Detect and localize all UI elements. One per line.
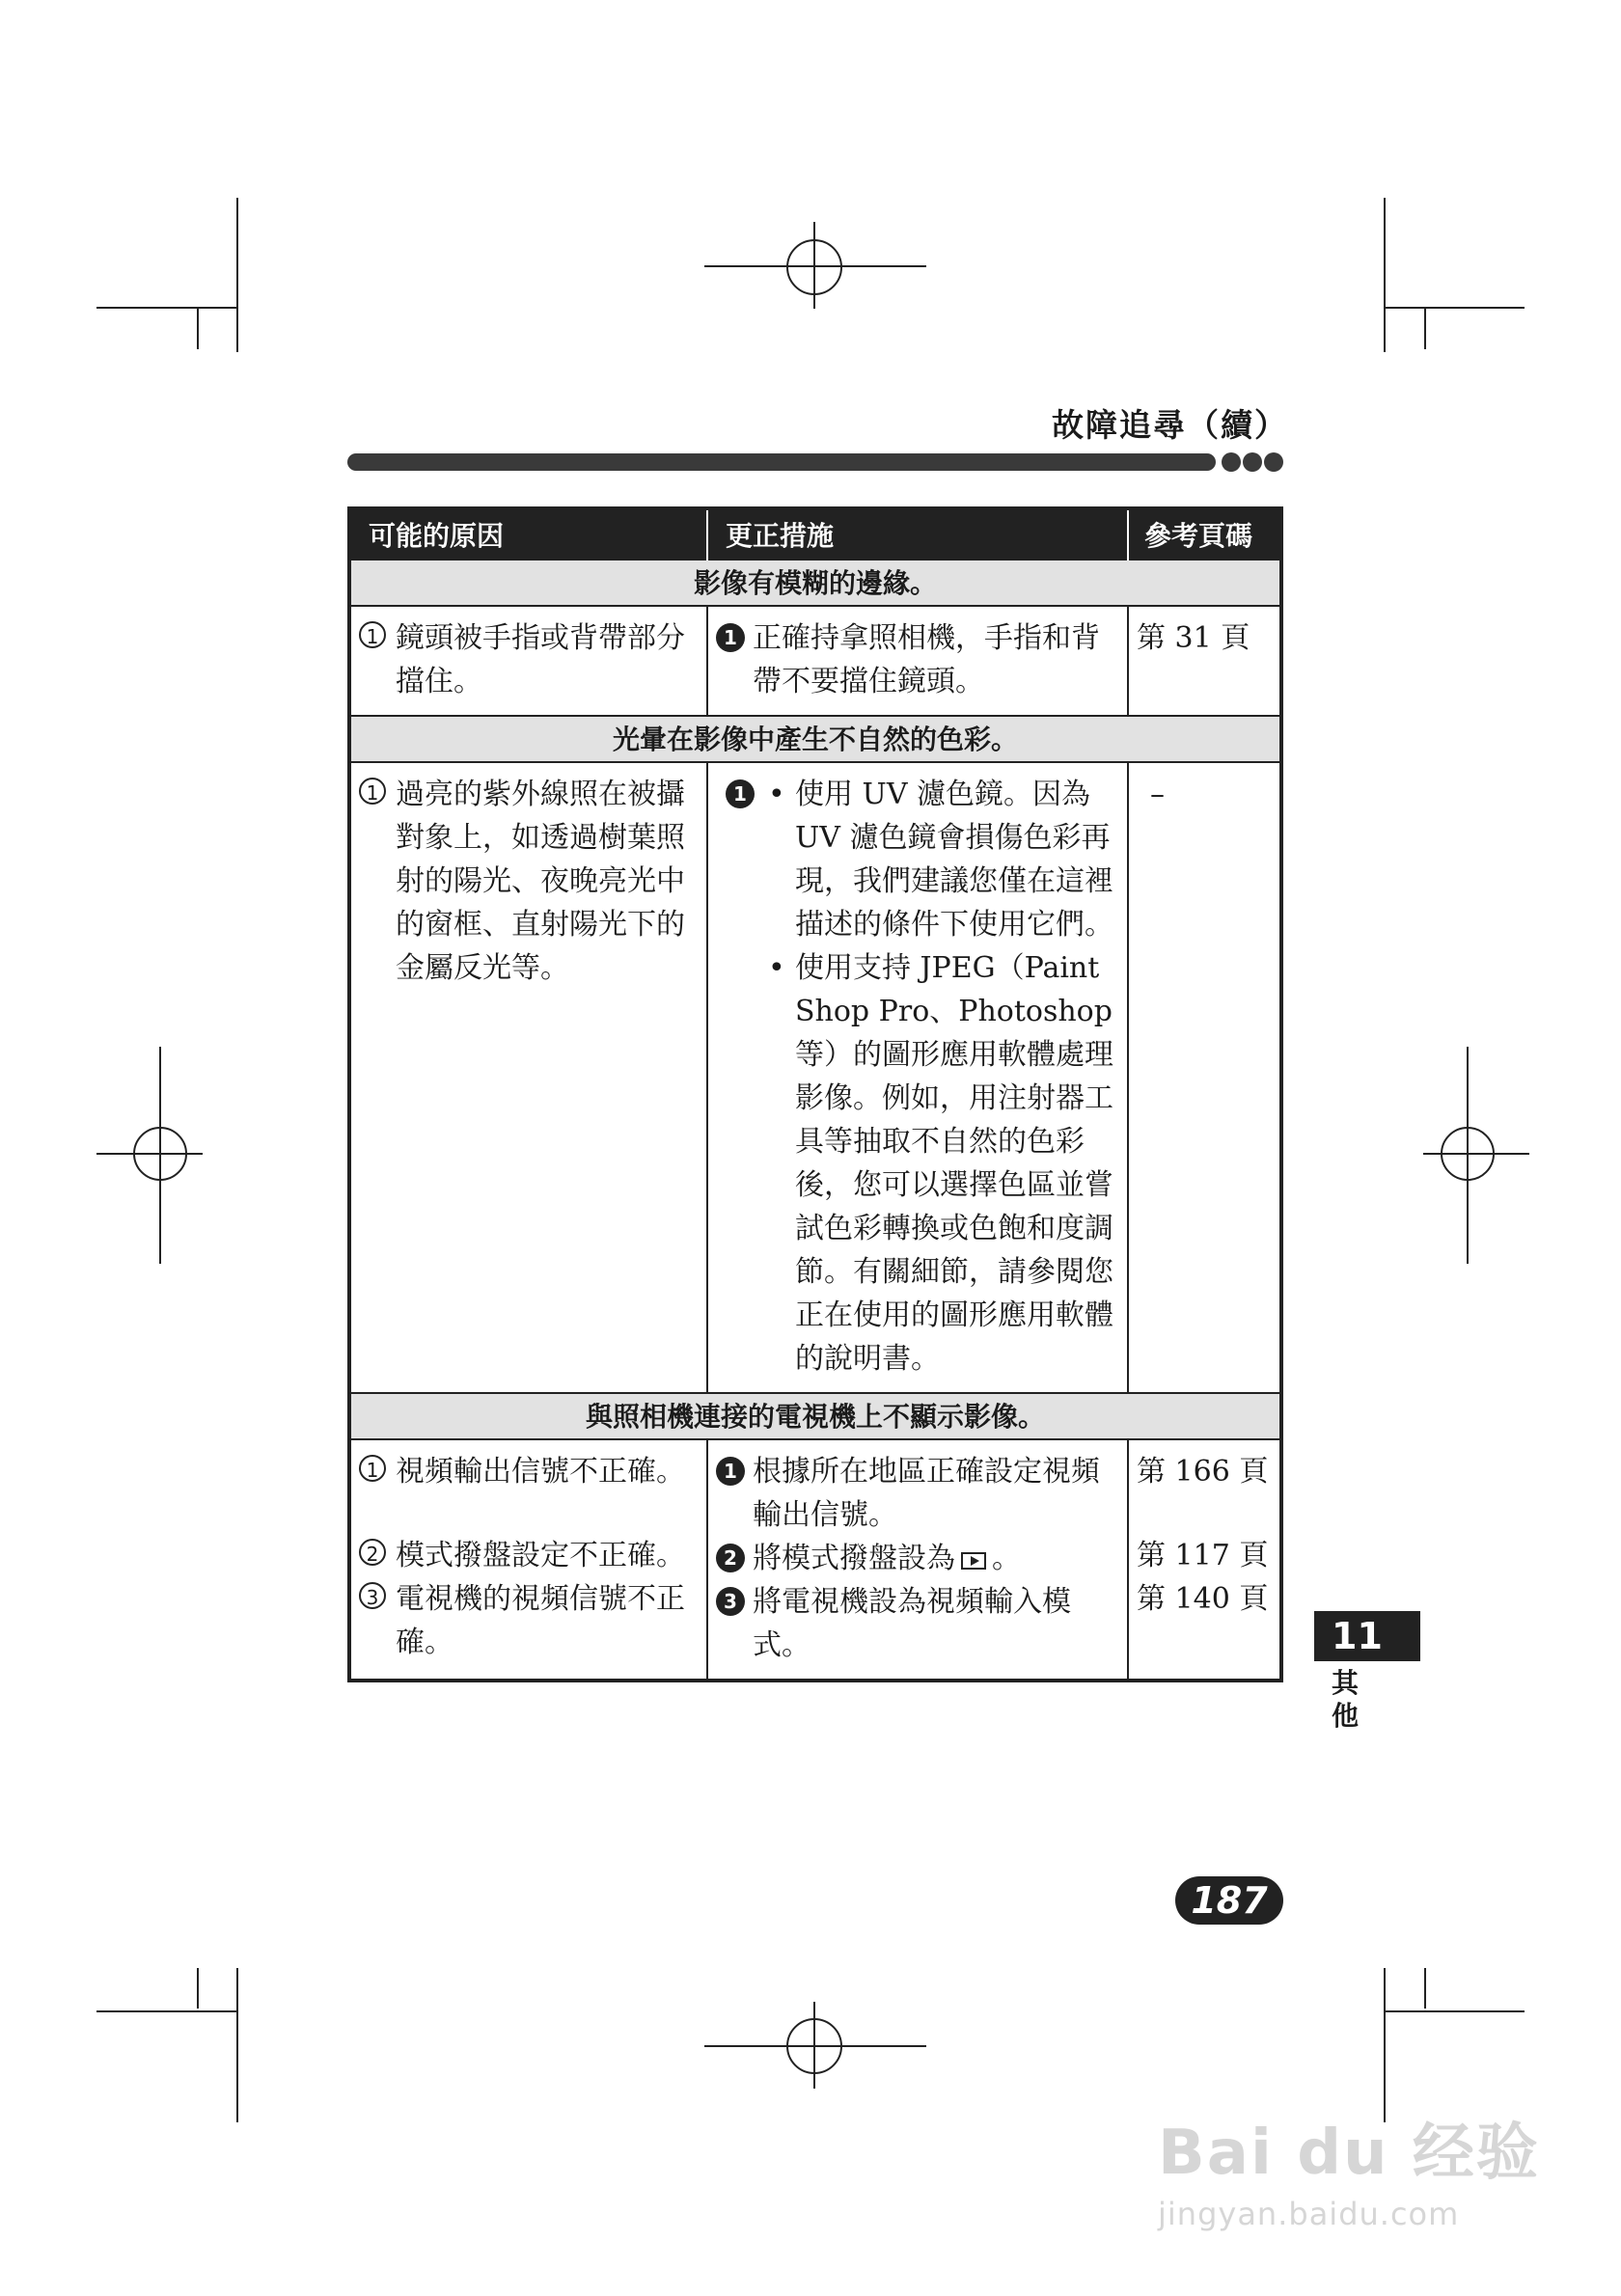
page-ref-cell xyxy=(1128,606,1281,716)
page-ref: 第 117 頁 xyxy=(1137,1539,1269,1572)
cause-cell xyxy=(349,606,707,716)
cause-item xyxy=(359,773,699,990)
remedy-bullet-text: 使用 UV 濾色鏡。因為 UV 濾色鏡會損傷色彩再現，我們建議您僅在這裡描述的條件下使用它們。 xyxy=(795,778,1113,942)
header-dot xyxy=(1222,452,1241,472)
page-ref: 第 166 頁 xyxy=(1137,1455,1269,1489)
cause-text: 模式撥盤設定不正確。 xyxy=(396,1539,685,1572)
page-ref-cell xyxy=(1128,1439,1281,1681)
chapter-number-tab: 11 xyxy=(1314,1611,1420,1661)
table-header-row xyxy=(349,508,1281,560)
cause-item xyxy=(359,1577,699,1664)
filled-number-icon: 3 xyxy=(716,1587,745,1616)
header-dot xyxy=(1243,452,1262,472)
section-heading: 影像有模糊的邊緣。 xyxy=(349,560,1281,606)
header-dot xyxy=(1264,452,1283,472)
column-header-cause: 可能的原因 xyxy=(349,508,707,560)
page-ref: – xyxy=(1150,778,1165,811)
circled-number-1: 1 xyxy=(359,1455,386,1482)
remedy-cell xyxy=(707,606,1128,716)
cause-item xyxy=(359,1450,699,1493)
remedy-item xyxy=(716,1580,1119,1667)
table-row xyxy=(349,762,1281,1393)
cause-text: 過亮的紫外線照在被攝對象上，如透過樹葉照射的陽光、夜晚亮光中的窗框、直射陽光下的金屬反光等。 xyxy=(396,778,685,985)
remedy-bullet xyxy=(768,946,1119,1380)
cause-text: 視頻輸出信號不正確。 xyxy=(396,1455,685,1489)
remedy-cell xyxy=(707,762,1128,1393)
section-heading-row xyxy=(349,560,1281,606)
circled-number-1: 1 xyxy=(359,778,386,805)
filled-number-icon: 1 xyxy=(726,779,755,808)
remedy-item xyxy=(716,1450,1119,1537)
cause-text: 鏡頭被手指或背帶部分擋住。 xyxy=(396,621,685,698)
playback-icon xyxy=(961,1552,986,1570)
remedy-item xyxy=(716,616,1119,703)
filled-number-icon: 2 xyxy=(716,1544,745,1572)
baidu-watermark xyxy=(1158,2103,1540,2232)
section-heading: 光暈在影像中產生不自然的色彩。 xyxy=(349,716,1281,762)
cause-text: 電視機的視頻信號不正確。 xyxy=(396,1582,685,1659)
circled-number-1: 1 xyxy=(359,621,386,648)
cause-item xyxy=(359,616,699,703)
table-row xyxy=(349,1439,1281,1681)
chapter-label: 其他 xyxy=(1332,1667,1360,1732)
watermark-url: jingyan.baidu.com xyxy=(1158,2196,1460,2232)
remedy-text: 將電視機設為視頻輸入模式。 xyxy=(753,1585,1071,1662)
cause-item xyxy=(359,1534,699,1577)
bullet-icon: • xyxy=(768,778,785,811)
remedy-text: 正確持拿照相機，手指和背帶不要擋住鏡頭。 xyxy=(753,621,1100,698)
filled-number-icon: 1 xyxy=(716,623,745,652)
remedy-bullet xyxy=(768,773,1119,946)
page-number: 187 xyxy=(1175,1876,1283,1925)
circled-number-2: 2 xyxy=(359,1539,386,1566)
filled-number-icon: 1 xyxy=(716,1457,745,1486)
page-ref: 第 31 頁 xyxy=(1137,621,1250,655)
circled-number-3: 3 xyxy=(359,1582,386,1609)
troubleshooting-table xyxy=(347,506,1283,1682)
header-rule xyxy=(347,453,1216,471)
watermark-brand: Bai du 经验 xyxy=(1158,2118,1540,2189)
remedy-item xyxy=(716,1537,1119,1580)
remedy-text: 。 xyxy=(992,1542,1021,1575)
remedy-cell xyxy=(707,1439,1128,1681)
remedy-bullet-text: 使用支持 JPEG（Paint Shop Pro、Photoshop 等）的圖形應用軟體處理影像。例如，用注射器工具等抽取不自然的色彩後，您可以選擇色區並嘗試色彩轉換或色飽和度調節。有關細節，請參閱您正在使用的圖形應用軟體的說明書。 xyxy=(795,951,1113,1376)
page-title: 故障追尋（續） xyxy=(1052,406,1288,444)
section-heading-row xyxy=(349,1393,1281,1439)
cause-cell xyxy=(349,762,707,1393)
remedy-item xyxy=(716,773,1119,1380)
section-heading-row xyxy=(349,716,1281,762)
page-ref: 第 140 頁 xyxy=(1137,1582,1269,1616)
column-header-page: 參考頁碼 xyxy=(1128,508,1281,560)
remedy-text: 根據所在地區正確設定視頻輸出信號。 xyxy=(753,1455,1100,1532)
table-row xyxy=(349,606,1281,716)
cause-cell xyxy=(349,1439,707,1681)
column-header-remedy: 更正措施 xyxy=(707,508,1128,560)
section-heading: 與照相機連接的電視機上不顯示影像。 xyxy=(349,1393,1281,1439)
remedy-text: 將模式撥盤設為 xyxy=(753,1542,955,1575)
page-ref-cell xyxy=(1128,762,1281,1393)
bullet-icon: • xyxy=(768,951,785,985)
